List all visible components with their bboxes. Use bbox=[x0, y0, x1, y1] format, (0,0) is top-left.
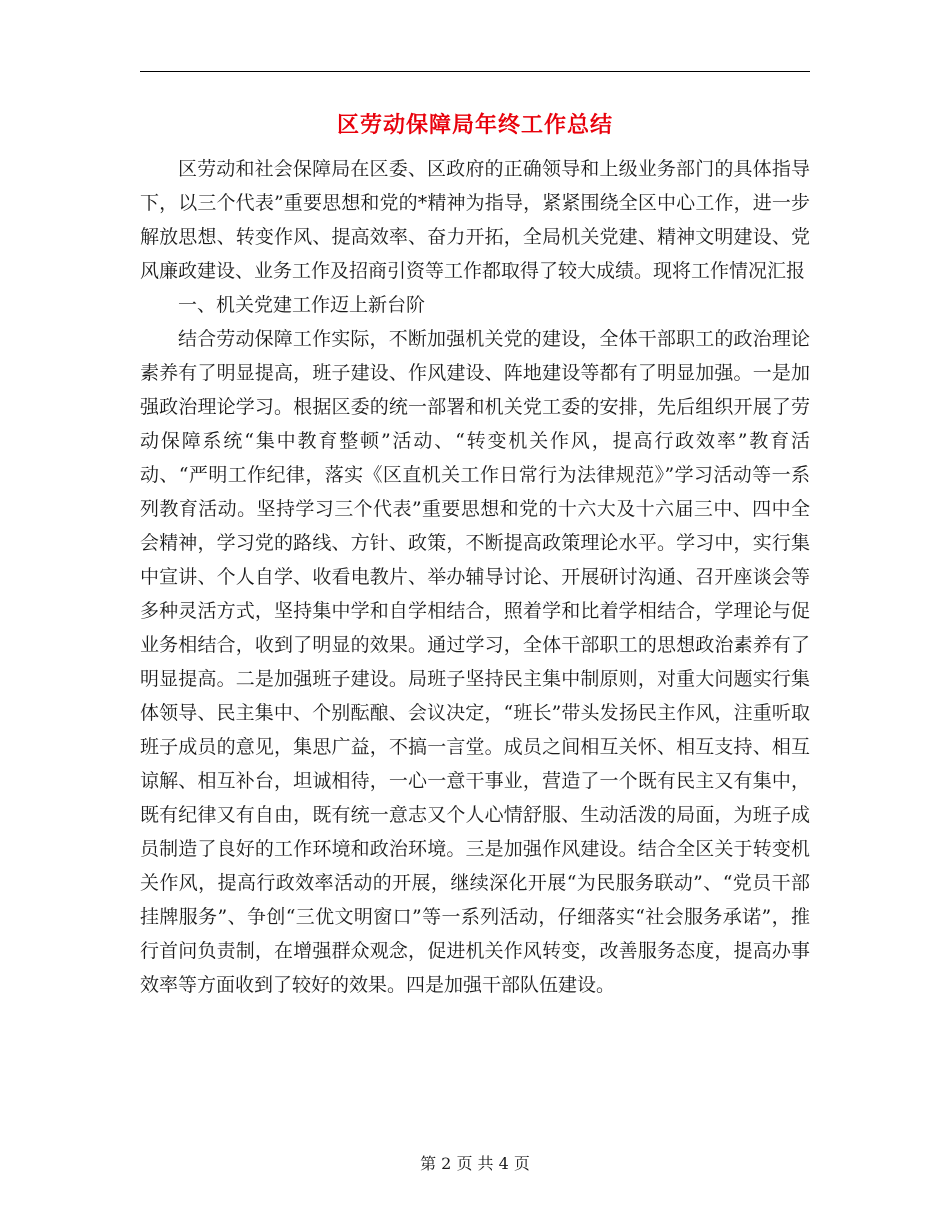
page-number: 第 2 页 共 4 页 bbox=[420, 1154, 530, 1173]
header-rule bbox=[140, 71, 810, 72]
intro-paragraph: 区劳动和社会保障局在区委、区政府的正确领导和上级业务部门的具体指导下，以三个代表”重要思想和党的*精神为指导，紧紧围绕全区中心工作，进一步解放思想、转变作风、提高效率、奋力开拓，全局机关党建、精神文明建设、党风廉政建设、业务工作及招商引资等工作都取得了较大成绩。现将工作情况汇报 bbox=[140, 158, 810, 282]
document-body bbox=[140, 152, 810, 1002]
body-paragraph: 结合劳动保障工作实际，不断加强机关党的建设，全体干部职工的政治理论素养有了明显提高，班子建设、作风建设、阵地建设等都有了明显加强。一是加强政治理论学习。根据区委的统一部署和机关党工委的安排，先后组织开展了劳动保障系统“集中教育整顿”活动、“转变机关作风，提高行政效率”教育活动、“严明工作纪律，落实《区直机关工作日常行为法律规范》”学习活动等一系列教育活动。坚持学习三个代表”重要思想和党的十六大及十六届三中、四中全会精神，学习党的路线、方针、政策，不断提高政策理论水平。学习中，实行集中宣讲、个人自学、收看电教片、举办辅导讨论、开展研讨沟通、召开座谈会等多种灵活方式，坚持集中学和自学相结合，照着学和比着学相结合，学理论与促业务相结合，收到了明显的效果。通过学习，全体干部职工的思想政治素养有了明显提高。二是加强班子建设。局班子坚持民主集中制原则，对重大问题实行集体领导、民主集中、个别酝酿、会议决定，“班长”带头发扬民主作风，注重听取班子成员的意见，集思广益，不搞一言堂。成员之间相互关怀、相互支持、相互谅解、相互补台，坦诚相待，一心一意干事业，营造了一个既有民主又有集中，既有纪律又有自由，既有统一意志又个人心情舒服、生动活泼的局面，为班子成员制造了良好的工作环境和政治环境。三是加强作风建设。结合全区关于转变机关作风，提高行政效率活动的开展，继续深化开展“为民服务联动”、“党员干部挂牌服务”、争创“三优文明窗口”等一系列活动，仔细落实“社会服务承诺”，推行首问负责制，在增强群众观念，促进机关作风转变，改善服务态度，提高办事效率等方面收到了较好的效果。四是加强干部队伍建设。 bbox=[140, 328, 810, 996]
document-title: 区劳动保障局年终工作总结 bbox=[336, 113, 613, 138]
section-heading: 一、机关党建工作迈上新台阶 bbox=[178, 294, 426, 316]
